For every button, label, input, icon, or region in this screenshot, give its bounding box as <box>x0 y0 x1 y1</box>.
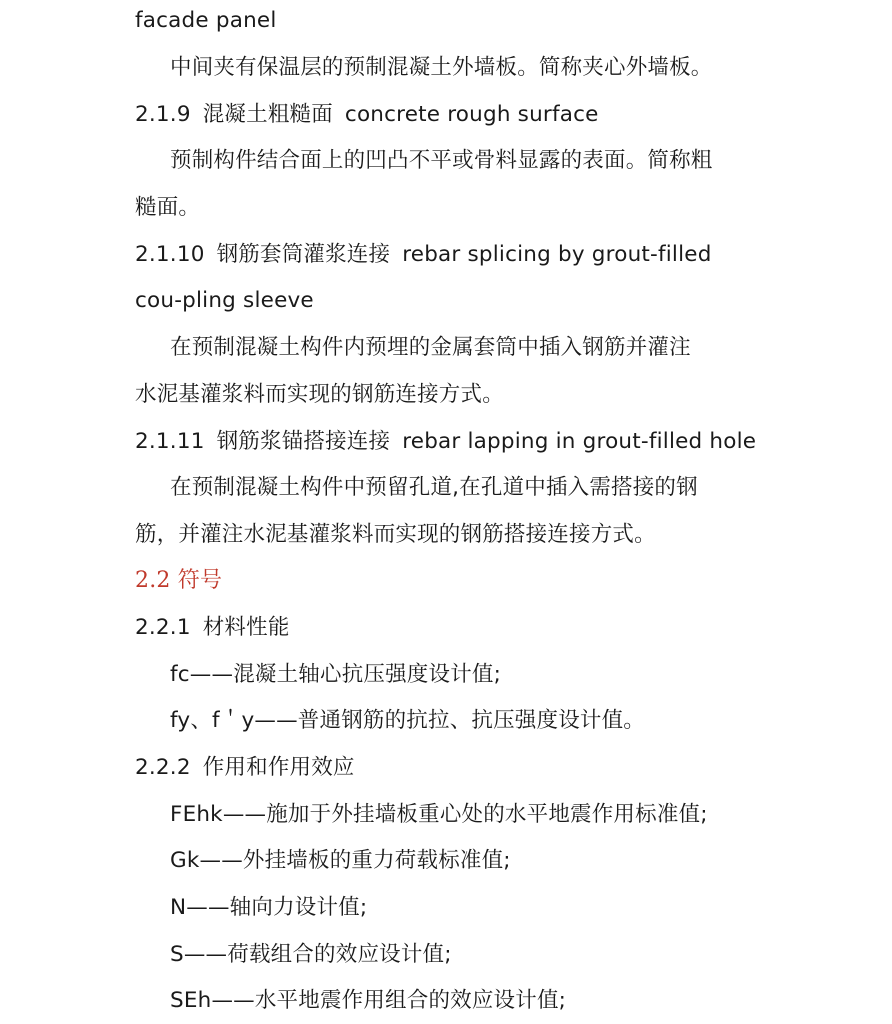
term-heading-2-1-10 <box>135 240 712 270</box>
definition-text: 中间夹有保温层的预制混凝土外墙板。简称夹心外墙板。 <box>170 55 713 80</box>
term-heading-2-1-9 <box>135 100 599 130</box>
subsection-heading-2-2-2 <box>135 753 355 783</box>
term-chinese: 钢筋浆锚搭接连接 <box>216 429 391 454</box>
definition-text: 在预制混凝土构件内预埋的金属套筒中插入钢筋并灌注 <box>170 335 691 360</box>
definition-text: 水泥基灌浆料而实现的钢筋连接方式。 <box>135 382 504 407</box>
term-english: rebar splicing by grout-filled <box>402 242 712 267</box>
subsection-heading-2-2-1 <box>135 613 290 643</box>
definition-text: 预制构件结合面上的凹凸不平或骨料显露的表面。简称粗 <box>170 148 713 173</box>
symbol-definition: fc——混凝土轴心抗压强度设计值; <box>170 662 502 687</box>
subsection-title: 作用和作用效应 <box>202 755 355 780</box>
symbol-definition: SEh——水平地震作用组合的效应设计值; <box>170 988 567 1013</box>
definition-text: 糙面。 <box>135 195 201 220</box>
definition-text: 筋，并灌注水泥基灌浆料而实现的钢筋搭接连接方式。 <box>135 522 656 547</box>
symbol-definition: fy、f＇y——普通钢筋的抗拉、抗压强度设计值。 <box>170 708 646 733</box>
clause-number: 2.2.2 <box>135 755 191 780</box>
clause-number: 2.2.1 <box>135 615 191 640</box>
term-english: rebar lapping in grout-filled hole <box>402 429 757 454</box>
clause-number: 2.1.10 <box>135 242 205 267</box>
section-heading-symbols: 2.2 符号 <box>135 568 223 593</box>
symbol-definition: FEhk——施加于外挂墙板重心处的水平地震作用标准值; <box>170 802 708 827</box>
term-chinese: 混凝土粗糙面 <box>202 102 333 127</box>
definition-text: 在预制混凝土构件中预留孔道,在孔道中插入需搭接的钢 <box>170 475 698 500</box>
term-english: concrete rough surface <box>344 102 599 127</box>
term-english-continuation: cou-pling sleeve <box>135 288 314 313</box>
term-heading-2-1-11 <box>135 427 756 457</box>
clause-number: 2.1.9 <box>135 102 191 127</box>
symbol-definition: S——荷载组合的效应设计值; <box>170 942 452 967</box>
subsection-title: 材料性能 <box>202 615 290 640</box>
clause-number: 2.1.11 <box>135 429 205 454</box>
term-english-continuation: facade panel <box>135 8 277 33</box>
symbol-definition: Gk——外挂墙板的重力荷载标准值; <box>170 848 511 873</box>
term-chinese: 钢筋套筒灌浆连接 <box>216 242 391 267</box>
symbol-definition: N——轴向力设计值; <box>170 895 368 920</box>
